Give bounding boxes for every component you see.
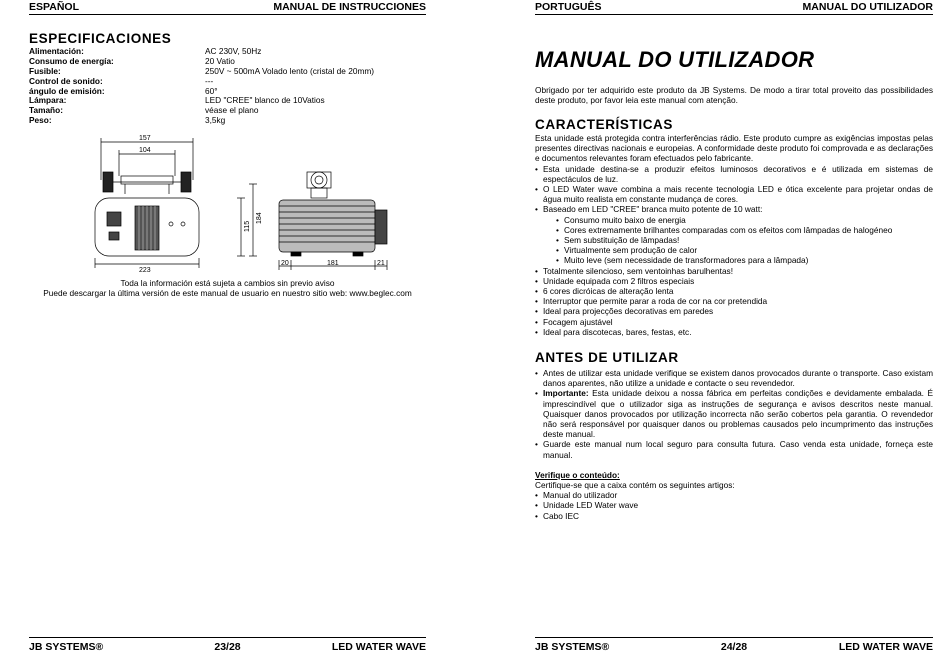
list-item: • Consumo muito baixo de energia xyxy=(535,215,933,225)
header-manual-title: MANUAL DE INSTRUCCIONES xyxy=(273,1,426,13)
footer-brand: JB SYSTEMS® xyxy=(29,641,104,653)
right-page xyxy=(535,0,933,654)
features-intro: Esta unidade está protegida contra interferências rádio. Este produto cumpre as exigências impostas pelas presentes directivas nacionais e europeias. A conformidade deste produto foi comprovada e as declarações e documentos relevantes foram efectuados pelo fabricante. xyxy=(535,133,933,164)
specifications-table xyxy=(29,47,426,126)
spec-key: Alimentación: xyxy=(29,46,84,56)
dim-115: 115 xyxy=(244,220,251,232)
header-rule xyxy=(29,14,426,15)
header-rule xyxy=(535,14,933,15)
spec-value: 250V ~ 500mA Volado lento (cristal de 20mm) xyxy=(205,65,375,76)
document-title: MANUAL DO UTILIZADOR xyxy=(535,47,815,72)
features-heading: CARACTERÍSTICAS xyxy=(535,117,674,132)
spec-key: Control de sonido: xyxy=(29,75,103,86)
note-line-2: Puede descargar la última versión de este manual de usuario en nuestro sitio web: www.beglec.com xyxy=(43,287,412,298)
spec-key: Lámpara: xyxy=(29,95,67,106)
dim-223: 223 xyxy=(139,267,151,274)
spec-value: 20 Vatio xyxy=(205,55,235,66)
specifications-heading: ESPECIFICACIONES xyxy=(29,31,172,46)
important-label: Importante: xyxy=(543,388,589,399)
spec-value: 3,5kg xyxy=(205,115,226,126)
features-section xyxy=(535,133,933,337)
list-item: • Interruptor que permite parar a roda de cor na cor pretendida xyxy=(535,296,933,306)
spec-value: véase el plano xyxy=(205,105,259,116)
before-use-heading: ANTES DE UTILIZAR xyxy=(535,350,679,365)
footer-brand: JB SYSTEMS® xyxy=(535,641,610,653)
spec-row xyxy=(29,106,426,116)
dimension-drawing xyxy=(81,132,391,274)
list-item: • Unidade LED Water wave xyxy=(535,500,933,510)
footer-page-number: 23/28 xyxy=(214,641,241,653)
footer-rule xyxy=(29,637,426,638)
list-item: • Muito leve (sem necessidade de transformadores para a lâmpada) xyxy=(535,255,933,265)
dim-20: 20 xyxy=(281,260,289,267)
dim-21: 21 xyxy=(377,260,385,267)
important-text: Esta unidade deixou a nossa fábrica em perfeitas condições e devidamente embalada. É imprescindível que o utilizador siga as instruções de segurança e avisos descritos neste manual. Quaisquer danos provocados por utilização incorrecta não serão cobertos pela garantia. O revendedor não será responsável por quaisquer danos ou problemas causados pelo incumprimento das instruções deste manual. xyxy=(543,388,933,440)
page-header xyxy=(29,0,426,14)
footer-product: LED WATER WAVE xyxy=(331,641,426,653)
list-item: • Esta unidade destina-se a produzir efeitos luminosos decorativos e é utilizada em sistemas de espectáculos de luz. xyxy=(535,164,933,184)
dim-181: 181 xyxy=(327,260,339,267)
spec-key: Tamaño: xyxy=(29,105,63,116)
page-footer xyxy=(29,641,426,654)
list-item: • Guarde este manual num local seguro para consulta futura. Caso venda esta unidade, forneça este manual. xyxy=(535,439,933,459)
footer-product: LED WATER WAVE xyxy=(838,641,933,653)
spec-value: LED "CREE" blanco de 10Vatios xyxy=(205,95,325,106)
header-language: PORTUGUÊS xyxy=(535,1,602,13)
verify-intro: Certifique-se que a caixa contém os seguintes artigos: xyxy=(535,480,735,491)
note-line-1: Toda la información está sujeta a cambios sin previo aviso xyxy=(120,278,335,288)
list-item: • 6 cores dicróicas de alteração lenta xyxy=(535,286,933,296)
page-header xyxy=(535,0,933,14)
list-item: • Focagem ajustável xyxy=(535,317,933,327)
dim-184: 184 xyxy=(256,212,263,224)
spec-key: Consumo de energía: xyxy=(29,55,114,66)
header-language: ESPAÑOL xyxy=(29,1,79,13)
list-item: • Baseado em LED "CREE" branca muito potente de 10 watt: xyxy=(535,204,933,214)
header-manual-title: MANUAL DO UTILIZADOR xyxy=(802,1,933,13)
disclaimer-note xyxy=(29,279,426,299)
list-item: • Virtualmente sem produção de calor xyxy=(535,245,933,255)
features-list xyxy=(535,164,933,215)
list-item: • Unidade equipada com 2 filtros especiais xyxy=(535,276,933,286)
dim-157: 157 xyxy=(139,135,151,142)
list-item: • O LED Water wave combina a mais recente tecnologia LED e ótica excelente para projetar ondas de água muito realista em constante mudança de cores. xyxy=(535,184,933,204)
list-item: • Ideal para discotecas, bares, festas, etc. xyxy=(535,327,933,337)
spec-key: Peso: xyxy=(29,115,52,126)
list-item: • Totalmente silencioso, sem ventoinhas barulhentas! xyxy=(535,266,933,276)
spec-value: --- xyxy=(205,75,214,86)
intro-paragraph: Obrigado por ter adquirido este produto da JB Systems. De modo a tirar total proveito das possibilidades deste produto, por favor leia este manual com atenção. xyxy=(535,85,933,106)
features-list-2 xyxy=(535,266,933,337)
package-contents-list xyxy=(535,490,933,521)
before-use-section xyxy=(535,368,933,521)
spec-key: ángulo de emisión: xyxy=(29,85,105,96)
list-item: • Cabo IEC xyxy=(535,511,933,521)
footer-page-number: 24/28 xyxy=(720,641,748,653)
spec-key: Fusible: xyxy=(29,65,61,76)
features-sublist xyxy=(535,215,933,266)
list-item xyxy=(535,388,933,439)
list-item: • Ideal para projecções decorativas em paredes xyxy=(535,306,933,316)
spec-value: AC 230V, 50Hz xyxy=(205,46,262,56)
footer-rule xyxy=(535,637,933,638)
page-footer xyxy=(535,641,933,654)
list-item: • Cores extremamente brilhantes comparadas com os efeitos com lâmpadas de halogéneo xyxy=(535,225,933,235)
list-item: • Sem substituição de lâmpadas! xyxy=(535,235,933,245)
dim-104: 104 xyxy=(139,147,151,154)
list-item: • Antes de utilizar esta unidade verifique se existem danos provocados durante o transporte. Caso existam danos aparentes, não utilize a unidade e contacte o seu revendedor. xyxy=(535,368,933,388)
spec-value: 60° xyxy=(205,85,218,96)
verify-contents-heading: Verifique o conteúdo: xyxy=(535,469,620,480)
before-use-list xyxy=(535,368,933,460)
list-item: • Manual do utilizador xyxy=(535,490,933,500)
spec-row xyxy=(29,116,426,126)
left-page xyxy=(29,0,426,654)
